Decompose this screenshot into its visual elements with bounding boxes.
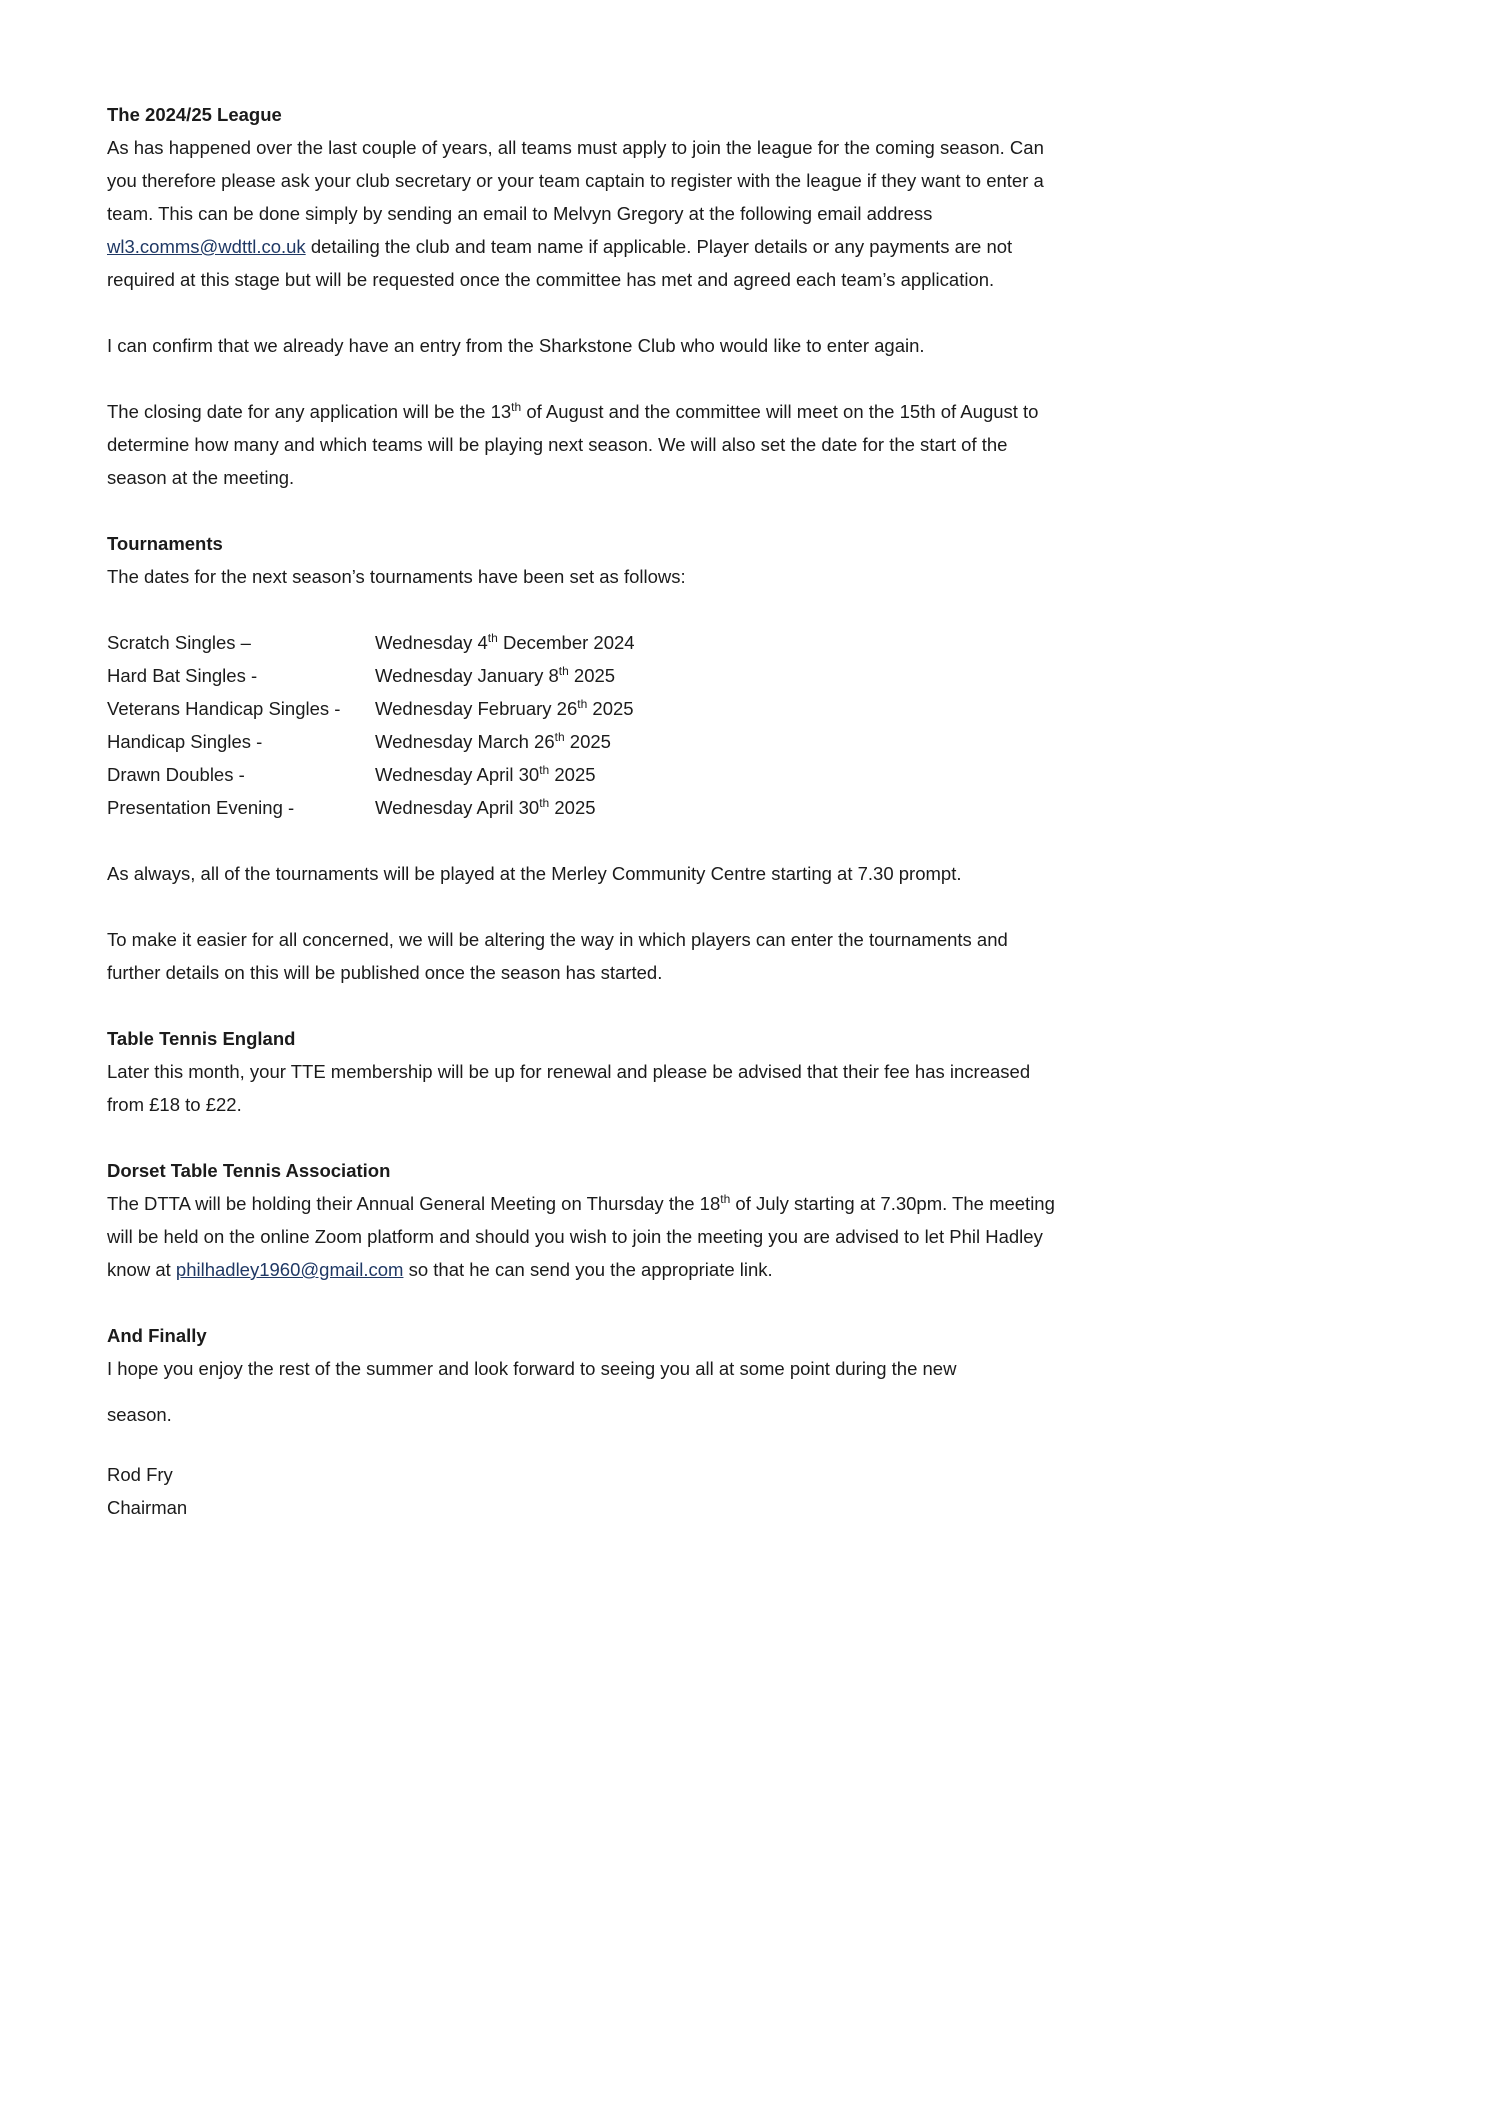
- ordinal-suffix: th: [539, 762, 550, 777]
- gmail-email-link[interactable]: philhadley1960@gmail.com: [175, 1259, 404, 1280]
- league-intro-paragraph: As has happened over the last couple of years, all teams must apply to join the league for the coming season. Can you therefore please ask your club secretary or your team captain to register with the league if they want to enter a team. This can be done simply by sending an email to Melvyn Gregory at the following email address wl3.comms@wdttl.co.uk detailing the club and team name if applicable. Player details or any payments are not required at this stage but will be requested once the committee has met and agreed each team’s application.: [107, 137, 1044, 290]
- ordinal-suffix: th: [539, 795, 550, 810]
- tournament-row: [107, 659, 1057, 692]
- finally-paragraph: I hope you enjoy the rest of the summer and look forward to seeing you all at some point during the new: [107, 1358, 957, 1379]
- tournament-schedule: [107, 626, 1057, 824]
- ordinal-suffix: th: [577, 696, 588, 711]
- tournaments-intro-paragraph: The dates for the next season’s tournaments have been set as follows:: [107, 566, 686, 587]
- tournament-row: [107, 758, 1057, 791]
- tte-heading: Table Tennis England: [107, 1028, 296, 1049]
- signature-role: Chairman: [107, 1497, 188, 1518]
- finally-heading: And Finally: [107, 1325, 207, 1346]
- tournament-name: Drawn Doubles -: [107, 764, 245, 785]
- tournament-name: Hard Bat Singles -: [107, 665, 258, 686]
- signature-name: Rod Fry: [107, 1464, 173, 1485]
- entry-confirmation-paragraph: I can confirm that we already have an entry from the Sharkstone Club who would like to enter again.: [107, 335, 925, 356]
- tournament-name: Presentation Evening -: [107, 797, 295, 818]
- tournament-row: [107, 725, 1057, 758]
- tournament-date: Wednesday January 8th 2025: [375, 663, 616, 686]
- tournament-name: Veterans Handicap Singles -: [107, 698, 341, 719]
- finally-paragraph-continued: season.: [107, 1404, 172, 1425]
- tournament-name: Handicap Singles -: [107, 731, 263, 752]
- venue-paragraph: As always, all of the tournaments will be played at the Merley Community Centre starting at 7.30 prompt.: [107, 863, 962, 884]
- tournament-date: Wednesday 4th December 2024: [375, 630, 635, 653]
- dtta-heading: Dorset Table Tennis Association: [107, 1160, 391, 1181]
- ordinal-suffix: th: [511, 399, 522, 414]
- tournament-date: Wednesday April 30th 2025: [375, 762, 596, 785]
- document-content: [107, 98, 1057, 1524]
- tournament-row: [107, 692, 1057, 725]
- closing-date-paragraph: The closing date for any application will be the 13th of August and the committee will meet on the 15th of August to determine how many and which teams will be playing next season. We will also set the date for the start of the season at the meeting.: [107, 399, 1039, 488]
- tournament-name: Scratch Singles –: [107, 632, 251, 653]
- tournament-row: [107, 791, 1057, 824]
- dtta-paragraph: The DTTA will be holding their Annual General Meeting on Thursday the 18th of July starting at 7.30pm. The meeting will be held on the online Zoom platform and should you wish to join the meeting you are advised to let Phil Hadley know at philhadley1960@gmail.com so that he can send you the appropriate link.: [107, 1191, 1055, 1280]
- ordinal-suffix: th: [558, 663, 569, 678]
- tournament-row: [107, 626, 1057, 659]
- tte-paragraph: Later this month, your TTE membership will be up for renewal and please be advised that their fee has increased from £18 to £22.: [107, 1061, 1031, 1115]
- ordinal-suffix: th: [554, 729, 565, 744]
- league-heading: The 2024/25 League: [107, 104, 282, 125]
- tournament-date: Wednesday February 26th 2025: [375, 696, 634, 719]
- ordinal-suffix: th: [720, 1191, 731, 1206]
- tournament-date: Wednesday March 26th 2025: [375, 729, 611, 752]
- entry-method-paragraph: To make it easier for all concerned, we will be altering the way in which players can enter the tournaments and further details on this will be published once the season has started.: [107, 929, 1008, 983]
- tournaments-heading: Tournaments: [107, 533, 223, 554]
- tournament-date: Wednesday April 30th 2025: [375, 795, 596, 818]
- wdttl-email-link[interactable]: wl3.comms@wdttl.co.uk: [107, 236, 306, 257]
- ordinal-suffix: th: [487, 630, 498, 645]
- signature-block: [107, 1458, 1057, 1524]
